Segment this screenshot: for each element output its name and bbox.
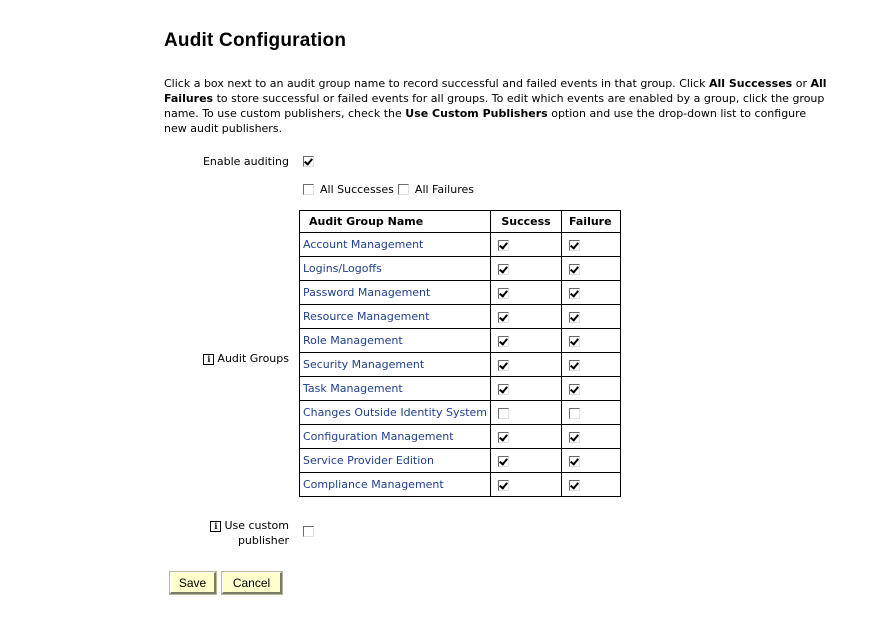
audit-group-link[interactable]: Configuration Management <box>303 430 454 443</box>
failure-cell <box>562 233 621 257</box>
failure-checkbox[interactable] <box>569 312 580 323</box>
audit-group-link[interactable]: Logins/Logoffs <box>303 262 382 275</box>
all-failures-checkbox[interactable] <box>398 184 409 195</box>
success-checkbox[interactable] <box>498 264 509 275</box>
audit-group-link[interactable]: Service Provider Edition <box>303 454 434 467</box>
failure-cell <box>562 329 621 353</box>
table-header-row <box>300 211 621 233</box>
audit-group-name-cell <box>300 449 491 473</box>
failure-checkbox[interactable] <box>569 384 580 395</box>
audit-group-name-cell <box>300 425 491 449</box>
table-row <box>300 257 621 281</box>
table-row <box>300 401 621 425</box>
failure-checkbox[interactable] <box>569 408 580 419</box>
failure-checkbox[interactable] <box>569 480 580 491</box>
success-cell <box>491 305 562 329</box>
audit-group-link[interactable]: Changes Outside Identity System <box>303 406 487 419</box>
table-row <box>300 353 621 377</box>
audit-group-name-cell <box>300 377 491 401</box>
table-row <box>300 473 621 497</box>
success-cell <box>491 329 562 353</box>
success-cell <box>491 473 562 497</box>
audit-group-link[interactable]: Resource Management <box>303 310 430 323</box>
failure-checkbox[interactable] <box>569 360 580 371</box>
success-checkbox[interactable] <box>498 240 509 251</box>
cancel-button[interactable]: Cancel <box>222 572 282 594</box>
all-options-row <box>303 183 478 196</box>
failure-checkbox[interactable] <box>569 288 580 299</box>
success-checkbox[interactable] <box>498 288 509 299</box>
failure-cell <box>562 473 621 497</box>
table-row <box>300 233 621 257</box>
enable-auditing-label: Enable auditing <box>202 155 289 168</box>
audit-group-link[interactable]: Security Management <box>303 358 425 371</box>
audit-groups-table <box>299 210 621 497</box>
failure-checkbox[interactable] <box>569 240 580 251</box>
custom-publisher-label-line1: Use custom <box>224 519 289 532</box>
custom-publisher-label-line2: publisher <box>237 534 289 547</box>
failure-checkbox[interactable] <box>569 264 580 275</box>
audit-group-link[interactable]: Compliance Management <box>303 478 444 491</box>
audit-group-name-cell <box>300 473 491 497</box>
success-checkbox[interactable] <box>498 456 509 467</box>
all-successes-checkbox[interactable] <box>303 184 314 195</box>
success-cell <box>491 257 562 281</box>
save-button[interactable]: Save <box>170 572 216 594</box>
info-icon[interactable]: i <box>203 354 214 365</box>
audit-group-name-cell <box>300 401 491 425</box>
audit-group-link[interactable]: Role Management <box>303 334 403 347</box>
success-cell <box>491 353 562 377</box>
audit-groups-label-wrap <box>160 351 289 366</box>
success-checkbox[interactable] <box>498 432 509 443</box>
all-successes-label: All Successes <box>320 183 394 196</box>
failure-checkbox[interactable] <box>569 456 580 467</box>
table-row <box>300 281 621 305</box>
table-row <box>300 449 621 473</box>
table-row <box>300 377 621 401</box>
success-cell <box>491 425 562 449</box>
success-checkbox[interactable] <box>498 384 509 395</box>
failure-cell <box>562 425 621 449</box>
page-title: Audit Configuration <box>164 30 347 51</box>
audit-group-link[interactable]: Account Management <box>303 238 424 251</box>
failure-cell <box>562 353 621 377</box>
column-header-failure: Failure <box>562 211 621 233</box>
audit-group-link[interactable]: Password Management <box>303 286 431 299</box>
all-failures-label: All Failures <box>414 183 474 196</box>
success-cell <box>491 377 562 401</box>
table-row <box>300 305 621 329</box>
success-checkbox[interactable] <box>498 312 509 323</box>
success-cell <box>491 233 562 257</box>
success-cell <box>491 401 562 425</box>
success-checkbox[interactable] <box>498 480 509 491</box>
column-header-name: Audit Group Name <box>300 211 491 233</box>
audit-group-name-cell <box>300 281 491 305</box>
info-icon[interactable]: i <box>210 521 221 532</box>
custom-publisher-checkbox[interactable] <box>303 526 314 537</box>
audit-group-name-cell <box>300 353 491 377</box>
table-row <box>300 425 621 449</box>
failure-cell <box>562 401 621 425</box>
audit-group-link[interactable]: Task Management <box>303 382 403 395</box>
failure-cell <box>562 305 621 329</box>
enable-auditing-checkbox[interactable] <box>303 156 314 167</box>
success-checkbox[interactable] <box>498 360 509 371</box>
success-checkbox[interactable] <box>498 336 509 347</box>
failure-checkbox[interactable] <box>569 432 580 443</box>
success-checkbox[interactable] <box>498 408 509 419</box>
success-cell <box>491 281 562 305</box>
failure-cell <box>562 257 621 281</box>
failure-checkbox[interactable] <box>569 336 580 347</box>
audit-group-name-cell <box>300 329 491 353</box>
table-row <box>300 329 621 353</box>
custom-publisher-label-wrap <box>160 518 289 548</box>
audit-group-name-cell <box>300 305 491 329</box>
audit-group-name-cell <box>300 233 491 257</box>
failure-cell <box>562 449 621 473</box>
intro-text: Click a box next to an audit group name to record successful and failed events in that group. Click All Successes or All Failures to store successful or failed events for all groups. To edit which events are enabled by a group, click the group name. To use custom publishers, check the Use Custom Publishers option and use the drop-down list to configure new audit publishers. <box>164 77 827 135</box>
audit-groups-label: Audit Groups <box>217 352 289 365</box>
failure-cell <box>562 377 621 401</box>
failure-cell <box>562 281 621 305</box>
audit-group-name-cell <box>300 257 491 281</box>
column-header-success: Success <box>491 211 562 233</box>
success-cell <box>491 449 562 473</box>
